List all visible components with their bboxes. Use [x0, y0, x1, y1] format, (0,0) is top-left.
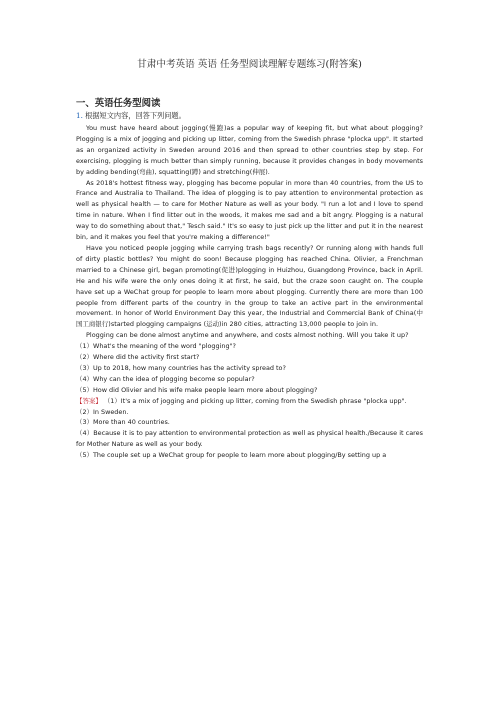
question-5: （5）How did Olivier and his wife make people learn more about plogging?: [76, 385, 318, 394]
answer-2: （2）In Sweden.: [76, 407, 129, 416]
passage-paragraph-3: Have you noticed people jogging while carrying trash bags recently? Or running along with hands full of dirty plastic bottles? You might do soon! Because plogging has reached China. Olivier, a Frenchman married to a Chinese girl, began promoting(促进)plogging in Huizhou, Guangdong Province, back in April. He and his wife were the only ones doing it at first, he said, but the craze soon caught on. The couple have set up a WeChat group for people to learn more about plogging. Currently there are more than 100 people from different parts of the country in the group to take an active part in the environmental movement. In honor of World Environment Day this year, the Industrial and Commercial Bank of China(中国工商银行)started plogging campaigns (运动)in 280 cities, attracting 13,000 people to join in.: [76, 243, 423, 329]
question-3: （3）Up to 2018, how many countries has the activity spread to?: [76, 363, 286, 372]
document-title: 甘肃中考英语 英语 任务型阅读理解专题练习(附答案): [137, 59, 362, 70]
answer-1-text: （1）It's a mix of jogging and picking up litter, coming from the Swedish phrase "plocka upp".: [103, 396, 407, 405]
question-1: （1）What's the meaning of the word "plogging"?: [76, 342, 236, 351]
answer-5: （5）The couple set up a WeChat group for people to learn more about plogging/By setting up a: [76, 451, 387, 460]
section-heading: 一、英语任务型阅读: [76, 98, 161, 109]
passage-paragraph-1: You must have heard about jogging(慢跑)as a popular way of keeping fit, but what about plogging? Plogging is a mix of jogging and picking up litter, coming from the Swedish phrase "plocka upp". It started as an organized activity in Sweden around 2016 and then spread to other countries step by step. For exercising, plogging is much better than simply running, because it provides changes in body movements by adding bending(弯曲), squatting(蹲) and stretching(伸展).: [76, 124, 423, 176]
passage-paragraph-4: Plogging can be done almost anytime and anywhere, and costs almost nothing. Will you take it up?: [86, 331, 409, 340]
instruction-line: [76, 110, 423, 121]
answer-3: （3）More than 40 countries.: [76, 418, 170, 427]
question-4: （4）Why can the idea of plogging become so popular?: [76, 374, 255, 383]
question-2: （2）Where did the activity first start?: [76, 353, 200, 362]
passage-paragraph-2: As 2018's hottest fitness way, plogging has become popular in more than 40 countries, from the US to France and Australia to Thailand. The idea of plogging is to pay attention to environmental protection as well as physical health — to care for Mother Nature as well as your body. "I run a lot and I love to spend time in nature. When I find litter out in the woods, it makes me sad and a bit angry. Plogging is a natural way to do something about that," Tesch said." It's so easy to just pick up the litter and put it in the nearest bin, and it makes you feel that you're making a difference!": [76, 178, 423, 242]
answer-1: [76, 396, 423, 407]
question-number: 1.: [76, 111, 83, 120]
answer-label: 【答案】: [76, 396, 102, 405]
answer-4: （4）Because it is to pay attention to environmental protection as well as physical health./Because it cares for Mother Nature as well as your body.: [76, 429, 423, 449]
instruction-text: 根据短文内容，回答下列问题。: [85, 111, 186, 120]
